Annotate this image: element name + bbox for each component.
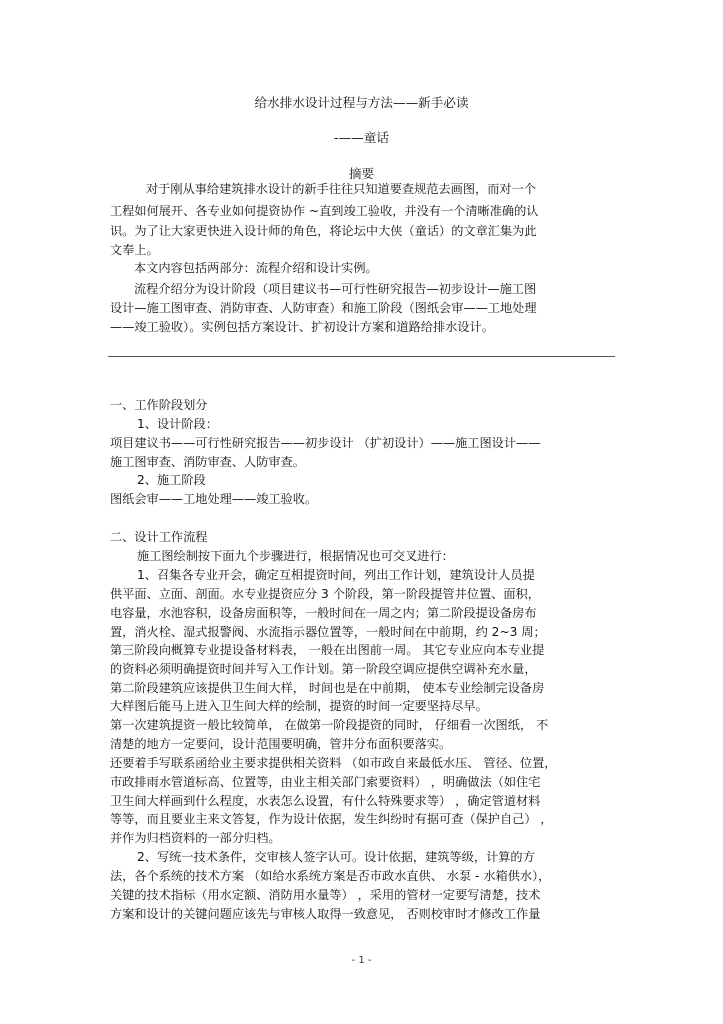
abstract-line: 识。为了让大家更快进入设计师的角色，将论坛中大侠（童话）的文章汇集为此 bbox=[110, 224, 537, 238]
section-line: 第三阶段向概算专业提设备材料表， 一般在出图前一周。 其它专业应向本专业提 bbox=[110, 643, 545, 657]
abstract-line: ——竣工验收）。实例包括方案设计、扩初设计方案和道路给排水设计。 bbox=[110, 320, 494, 334]
section-line: 施工图审查、消防审查、人防审查。 bbox=[110, 455, 305, 469]
abstract-heading: 摘要 bbox=[348, 166, 375, 181]
page-number: - 1 - bbox=[351, 955, 372, 966]
section-line: 1、召集各专业开会，确定互相提资时间，列出工作计划，建筑设计人员提 bbox=[137, 568, 535, 582]
section-line: 2、写统一技术条件，交审核人签字认可。设计依据，建筑等级，计算的方 bbox=[137, 850, 535, 864]
section-line: 大样图后能马上进入卫生间大样的绘制，提资的时间一定要坚持尽早。 bbox=[110, 699, 488, 713]
section-line: 关键的技术指标（用水定额、消防用水量等） ，采用的管材一定要写清楚，技术 bbox=[110, 888, 541, 902]
section-line: 置，消火栓、湿式报警阀、水流指示器位置等，一般时间在中前期，约 2~3 周； bbox=[110, 625, 546, 639]
section-line: 供平面、立面、剖面。水专业提资应分 3 个阶段，第一阶段提管井位置、面积， bbox=[110, 587, 540, 601]
horizontal-divider bbox=[108, 356, 615, 357]
section-heading: 二、设计工作流程 bbox=[110, 530, 208, 544]
abstract-line: 文奉上。 bbox=[110, 243, 159, 257]
abstract-line: 对于刚从事给建筑排水设计的新手往往只知道要查规范去画图，而对一个 bbox=[146, 182, 536, 196]
section-line: 第二阶段建筑应该提供卫生间大样， 时间也是在中前期， 使本专业绘制完设备房 bbox=[110, 681, 545, 695]
section-line: 还要着手写联系函给业主要求提供相关资料 （如市政自来最低水压、 管径、位置， bbox=[110, 756, 557, 770]
section-heading: 一、工作阶段划分 bbox=[110, 398, 208, 412]
abstract-line: 工程如何展开、各专业如何提资协作 ~直到竣工验收，并没有一个清晰准确的认 bbox=[110, 204, 539, 218]
abstract-line: 本文内容包括两部分：流程介绍和设计实例。 bbox=[134, 261, 378, 275]
section-line: 市政排雨水管道标高、位置等，由业主相关部门索要资料） ，明确做法（如住宅 bbox=[110, 775, 541, 789]
section-line: 电容量，水池容积，设备房面积等，一般时间在一周之内；第二阶段提设备房布 bbox=[110, 606, 537, 620]
section-line: 卫生间大样画到什么程度，水表怎么设置，有什么特殊要求等） ，确定管道材料 bbox=[110, 794, 541, 808]
abstract-line: 流程介绍分为设计阶段（项目建议书—可行性研究报告—初步设计—施工图 bbox=[134, 282, 537, 296]
section-line: 第一次建筑提资一般比较简单， 在做第一阶段提资的同时， 仔细看一次图纸， 不 bbox=[110, 718, 549, 732]
section-line: 2、施工阶段 bbox=[137, 473, 206, 487]
section-line: 图纸会审——工地处理——竣工验收。 bbox=[110, 492, 318, 506]
section-line: 方案和设计的关键问题应该先与审核人取得一致意见， 否则校审时才修改工作量 bbox=[110, 907, 541, 921]
section-line: 的资料必须明确提资时间并写入工作计划。第一阶段空调应提供空调补充水量， bbox=[110, 662, 537, 676]
section-line: 清楚的地方一定要问，设计范围要明确，管井分布面积要落实。 bbox=[110, 737, 452, 751]
document-title: 给水排水设计过程与方法——新手必读 bbox=[254, 95, 469, 110]
document-author: -——童话 bbox=[334, 130, 389, 145]
section-line: 1、设计阶段： bbox=[137, 417, 218, 431]
section-line: 施工图绘制按下面九个步骤进行，根据情况也可交叉进行： bbox=[137, 549, 454, 563]
abstract-line: 设计—施工图审查、消防审查、人防审查）和施工阶段（图纸会审——工地处理 bbox=[110, 301, 537, 315]
section-line: 法，各个系统的技术方案 （如给水系统方案是否市政水直供、 水泵 - 水箱供水）， bbox=[110, 869, 551, 883]
section-line: 并作为归档资料的一部分归档。 bbox=[110, 831, 281, 845]
section-line: 等等，而且要业主来文答复，作为设计依据，发生纠纷时有据可查（保护自己） ， bbox=[110, 812, 553, 826]
section-line: 项目建议书——可行性研究报告——初步设计 （扩初设计）——施工图设计—— bbox=[110, 436, 541, 450]
